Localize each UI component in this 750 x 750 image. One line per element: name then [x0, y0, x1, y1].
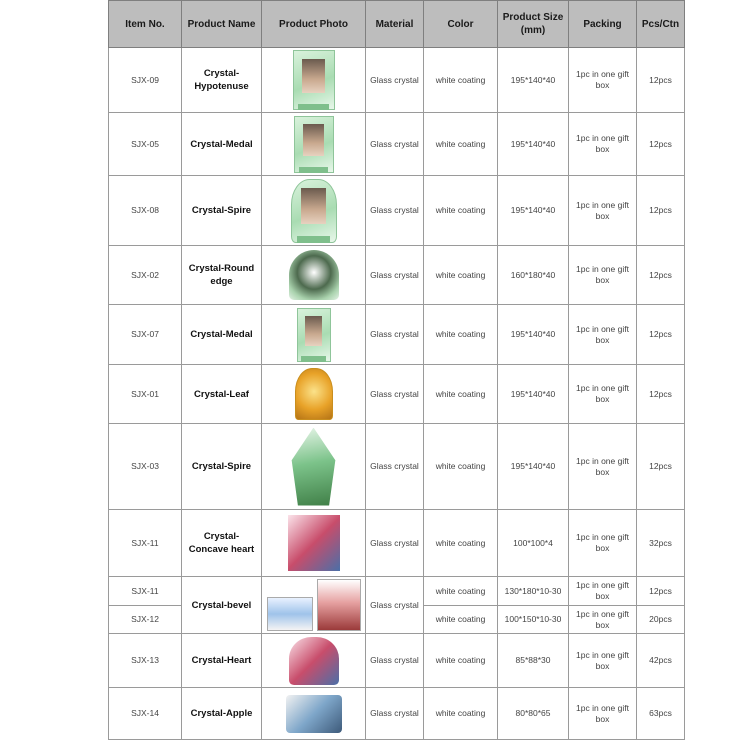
table-row	[109, 424, 685, 510]
product-photo	[289, 637, 339, 685]
color-cell: white coating	[424, 510, 498, 577]
size-cell: 195*140*40	[498, 365, 569, 424]
material-cell: Glass crystal	[366, 510, 424, 577]
pcs-cell: 63pcs	[637, 688, 685, 740]
header-row	[109, 1, 685, 48]
color-cell: white coating	[424, 176, 498, 246]
product-photo-cell	[262, 48, 366, 113]
packing-cell: 1pc in one gift box	[569, 113, 637, 176]
packing-cell: 1pc in one gift box	[569, 606, 637, 634]
packing-cell: 1pc in one gift box	[569, 424, 637, 510]
color-cell: white coating	[424, 48, 498, 113]
material-cell: Glass crystal	[366, 48, 424, 113]
product-photo-cell	[262, 424, 366, 510]
item-no-cell: SJX-07	[109, 305, 182, 365]
size-cell: 195*140*40	[498, 113, 569, 176]
header-product-name: Product Name	[182, 1, 262, 48]
table-row	[109, 634, 685, 688]
packing-cell: 1pc in one gift box	[569, 688, 637, 740]
item-no-cell: SJX-11	[109, 577, 182, 606]
color-cell: white coating	[424, 246, 498, 305]
size-cell: 195*140*40	[498, 305, 569, 365]
header-product-size: Product Size (mm)	[498, 1, 569, 48]
material-cell: Glass crystal	[366, 176, 424, 246]
product-photo	[288, 515, 340, 571]
size-cell: 130*180*10-30	[498, 577, 569, 606]
pcs-cell: 12pcs	[637, 424, 685, 510]
material-cell: Glass crystal	[366, 305, 424, 365]
product-photo-cell	[262, 305, 366, 365]
product-name-cell: Crystal-Hypotenuse	[182, 48, 262, 113]
item-no-cell: SJX-05	[109, 113, 182, 176]
packing-cell: 1pc in one gift box	[569, 365, 637, 424]
color-cell: white coating	[424, 634, 498, 688]
product-name-cell: Crystal-Spire	[182, 424, 262, 510]
item-no-cell: SJX-14	[109, 688, 182, 740]
pcs-cell: 12pcs	[637, 246, 685, 305]
color-cell: white coating	[424, 606, 498, 634]
product-photo-cell	[262, 246, 366, 305]
size-cell: 160*180*40	[498, 246, 569, 305]
product-photo-cell	[262, 634, 366, 688]
material-cell: Glass crystal	[366, 113, 424, 176]
product-name-cell: Crystal-Apple	[182, 688, 262, 740]
color-cell: white coating	[424, 424, 498, 510]
product-photo	[317, 579, 361, 631]
color-cell: white coating	[424, 577, 498, 606]
table-row	[109, 305, 685, 365]
product-photo	[294, 116, 334, 173]
size-cell: 100*100*4	[498, 510, 569, 577]
item-no-cell: SJX-13	[109, 634, 182, 688]
header-item-no: Item No.	[109, 1, 182, 48]
product-spec-sheet	[108, 0, 684, 750]
pcs-cell: 12pcs	[637, 577, 685, 606]
product-photo	[289, 250, 339, 300]
packing-cell: 1pc in one gift box	[569, 577, 637, 606]
size-cell: 100*150*10-30	[498, 606, 569, 634]
size-cell: 195*140*40	[498, 424, 569, 510]
header-pcs-ctn: Pcs/Ctn	[637, 1, 685, 48]
product-name-cell: Crystal-Medal	[182, 305, 262, 365]
packing-cell: 1pc in one gift box	[569, 48, 637, 113]
color-cell: white coating	[424, 365, 498, 424]
pcs-cell: 12pcs	[637, 48, 685, 113]
color-cell: white coating	[424, 305, 498, 365]
header-product-photo: Product Photo	[262, 1, 366, 48]
product-photo	[267, 597, 313, 631]
pcs-cell: 32pcs	[637, 510, 685, 577]
header-color: Color	[424, 1, 498, 48]
table-row	[109, 246, 685, 305]
product-name-cell: Crystal-Heart	[182, 634, 262, 688]
product-name-cell: Crystal-Spire	[182, 176, 262, 246]
product-name-cell: Crystal-Leaf	[182, 365, 262, 424]
color-cell: white coating	[424, 688, 498, 740]
pcs-cell: 12pcs	[637, 305, 685, 365]
item-no-cell: SJX-11	[109, 510, 182, 577]
table-row	[109, 113, 685, 176]
packing-cell: 1pc in one gift box	[569, 246, 637, 305]
product-photo	[297, 308, 331, 362]
table-row	[109, 48, 685, 113]
pcs-cell: 12pcs	[637, 113, 685, 176]
header-material: Material	[366, 1, 424, 48]
pcs-cell: 20pcs	[637, 606, 685, 634]
packing-cell: 1pc in one gift box	[569, 176, 637, 246]
table-row	[109, 510, 685, 577]
table-row	[109, 577, 685, 606]
item-no-cell: SJX-03	[109, 424, 182, 510]
product-name-cell: Crystal-Concave heart	[182, 510, 262, 577]
size-cell: 85*88*30	[498, 634, 569, 688]
packing-cell: 1pc in one gift box	[569, 510, 637, 577]
product-table	[108, 0, 685, 740]
pcs-cell: 12pcs	[637, 176, 685, 246]
product-photo-group	[264, 579, 363, 631]
product-name-cell: Crystal-Medal	[182, 113, 262, 176]
size-cell: 195*140*40	[498, 176, 569, 246]
item-no-cell: SJX-01	[109, 365, 182, 424]
table-row	[109, 176, 685, 246]
packing-cell: 1pc in one gift box	[569, 305, 637, 365]
size-cell: 80*80*65	[498, 688, 569, 740]
table-row	[109, 365, 685, 424]
material-cell: Glass crystal	[366, 365, 424, 424]
product-photo-cell	[262, 688, 366, 740]
size-cell: 195*140*40	[498, 48, 569, 113]
product-photo	[295, 368, 333, 420]
color-cell: white coating	[424, 113, 498, 176]
material-cell: Glass crystal	[366, 634, 424, 688]
product-photo-cell	[262, 510, 366, 577]
header-packing: Packing	[569, 1, 637, 48]
material-cell: Glass crystal	[366, 424, 424, 510]
material-cell: Glass crystal	[366, 577, 424, 634]
pcs-cell: 12pcs	[637, 365, 685, 424]
product-photo	[291, 179, 337, 243]
material-cell: Glass crystal	[366, 246, 424, 305]
product-photo	[286, 695, 342, 733]
product-name-cell: Crystal-Round edge	[182, 246, 262, 305]
item-no-cell: SJX-02	[109, 246, 182, 305]
product-photo-cell	[262, 176, 366, 246]
table-row	[109, 688, 685, 740]
product-name-cell: Crystal-bevel	[182, 577, 262, 634]
packing-cell: 1pc in one gift box	[569, 634, 637, 688]
item-no-cell: SJX-12	[109, 606, 182, 634]
product-photo-cell	[262, 113, 366, 176]
product-photo-cell	[262, 365, 366, 424]
product-photo	[293, 50, 335, 110]
pcs-cell: 42pcs	[637, 634, 685, 688]
material-cell: Glass crystal	[366, 688, 424, 740]
item-no-cell: SJX-09	[109, 48, 182, 113]
product-photo	[288, 428, 340, 506]
item-no-cell: SJX-08	[109, 176, 182, 246]
product-photo-cell	[262, 577, 366, 634]
